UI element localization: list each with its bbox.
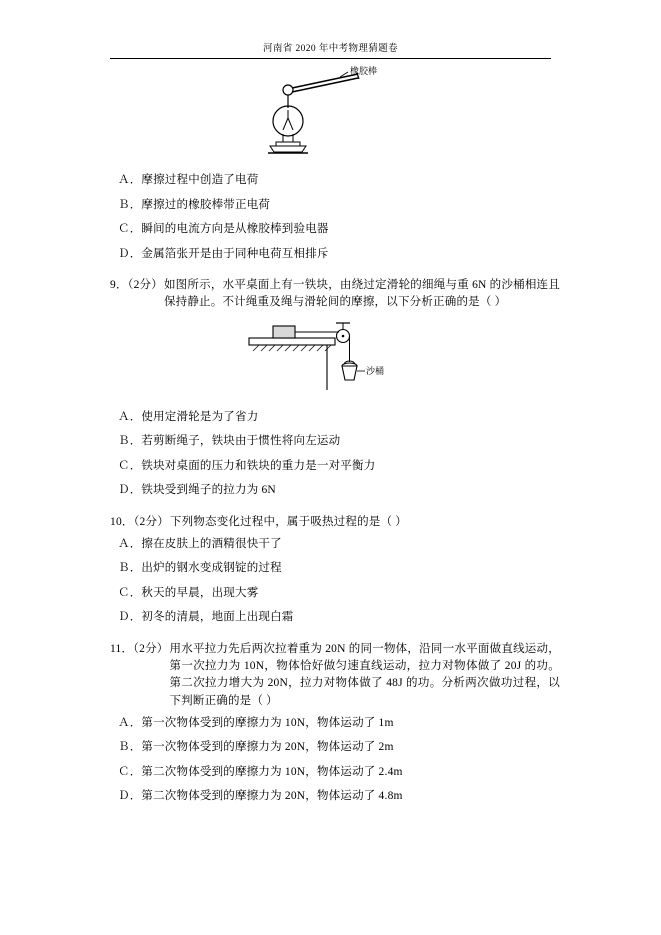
question-11 — [110, 641, 560, 805]
choice-item: Ｃ．秋天的早晨，出现大雾 — [118, 586, 259, 599]
question-number: 9．（2分） — [110, 279, 163, 292]
question-number: 10．（2分） — [110, 515, 169, 528]
choice-item: Ｂ．摩擦过的橡胶棒带正电荷 — [118, 198, 271, 211]
question-9 — [110, 277, 560, 499]
choice-item: Ｃ．第二次物体受到的摩擦力为 10N，物体运动了 2.4m — [118, 765, 403, 778]
question-number: 11．（2分） — [110, 642, 169, 655]
question-stem — [110, 514, 560, 531]
choice-item: Ｃ．铁块对桌面的压力和铁块的重力是一对平衡力 — [118, 459, 376, 472]
question-text: 用水平拉力先后两次拉着重为 20N 的同一物体，沿同一水平面做直线运动，第一次拉力为 10N，物体恰好做匀速直线运动，拉力对物体做了 20J 的功。第二次拉力增大为 20N，拉力对物体做了 48J 的功。分析两次做功过程，以下判断正确的是（ ） — [169, 642, 560, 707]
question-stem — [110, 277, 560, 312]
choice-item: Ｄ．铁块受到绳子的拉力为 6N — [118, 484, 276, 497]
svg-text:沙桶: 沙桶 — [366, 365, 385, 376]
choice-item: Ｄ．初冬的清晨，地面上出现白霜 — [118, 611, 294, 624]
choice-item: Ｂ．若剪断绳子，铁块由于惯性将向左运动 — [118, 435, 341, 448]
question-stem — [110, 641, 560, 710]
choice-item: Ｄ．第二次物体受到的摩擦力为 20N，物体运动了 4.8m — [118, 790, 403, 803]
question-10 — [110, 514, 560, 626]
choice-item: Ａ．使用定滑轮是为了省力 — [118, 410, 259, 423]
question-8-choices — [110, 173, 560, 262]
header-divider — [110, 58, 551, 59]
choice-item: Ｂ．第一次物体受到的摩擦力为 20N，物体运动了 2m — [118, 741, 394, 754]
pulley-figure — [110, 318, 560, 400]
document-content — [110, 68, 560, 814]
question-text: 如图所示，水平桌面上有一铁块，由绕过定滑轮的细绳与重 6N 的沙桶相连且保持静止。不计绳重及绳与滑轮间的摩擦，以下分析正确的是（ ） — [163, 279, 560, 309]
choice-item: Ｄ．金属箔张开是由于同种电荷互相排斥 — [118, 247, 329, 260]
electroscope-figure — [110, 66, 560, 161]
choice-item: Ａ．第一次物体受到的摩擦力为 10N，物体运动了 1m — [118, 716, 394, 729]
choice-item: Ａ．擦在皮肤上的酒精很快干了 — [118, 537, 282, 550]
svg-text:橡胶棒: 橡胶棒 — [350, 66, 378, 76]
choice-item: Ａ．摩擦过程中创造了电荷 — [118, 174, 259, 186]
choice-item: Ｃ．瞬间的电流方向是从橡胶棒到验电器 — [118, 223, 329, 236]
question-text: 下列物态变化过程中，属于吸热过程的是（ ） — [169, 515, 407, 528]
choice-item: Ｂ．出炉的钢水变成钢锭的过程 — [118, 562, 282, 575]
page-header: 河南省 2020 年中考物理猜题卷 — [262, 44, 399, 54]
